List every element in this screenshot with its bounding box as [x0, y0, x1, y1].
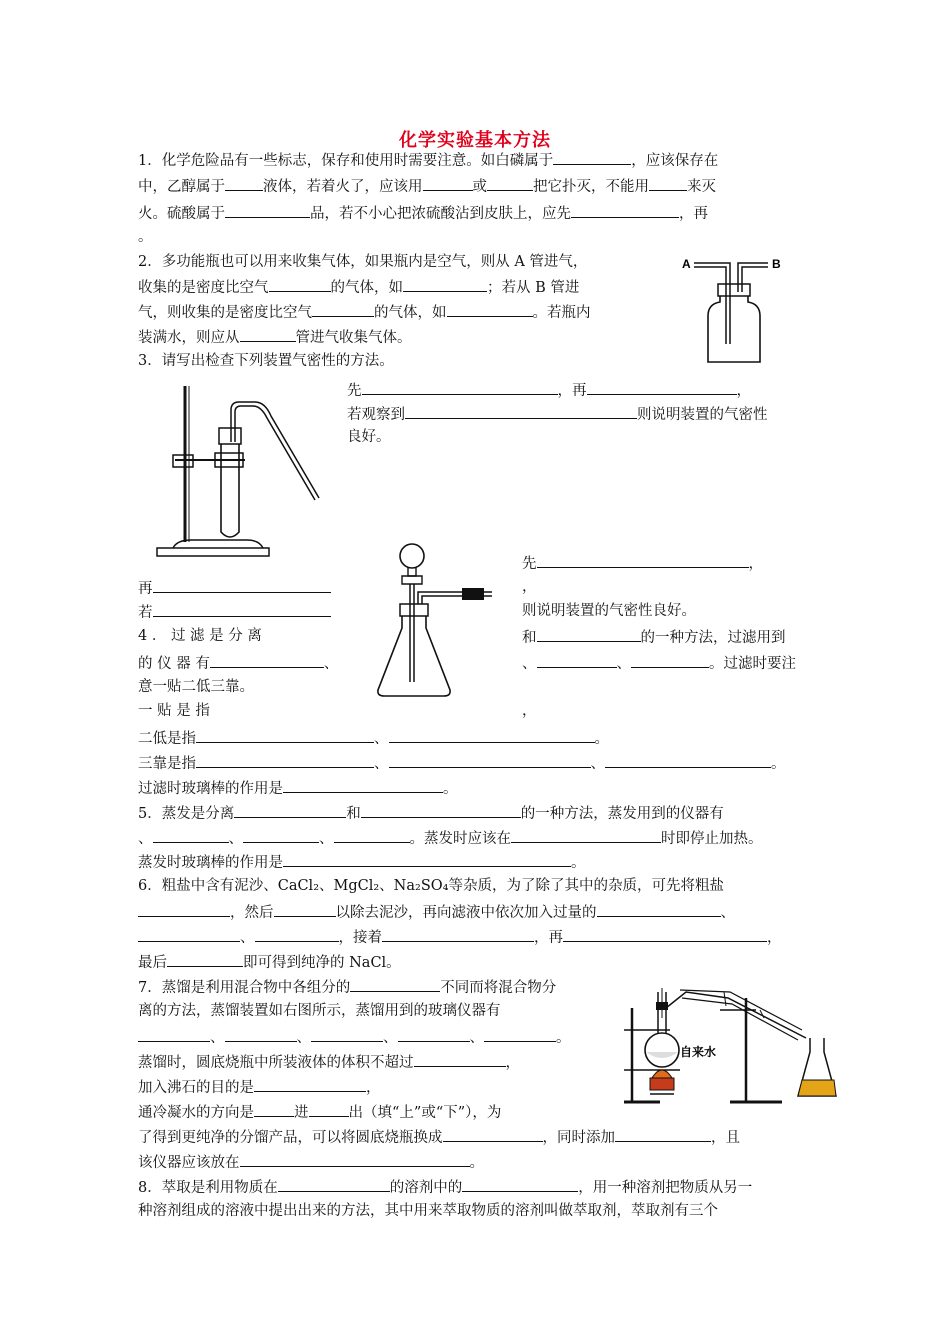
- label-b: B: [772, 257, 781, 271]
- q7-blank-water-out[interactable]: [309, 1102, 349, 1117]
- q6-line-2: ，然后 以除去泥沙，再向滤液中依次加入过量的 、: [138, 902, 735, 922]
- q3a-blank-observe[interactable]: [405, 404, 637, 419]
- q7-line-7: 了得到更纯净的分馏产品，可以将圆底烧瓶换成 ，同时添加 ，且: [138, 1127, 740, 1147]
- q1-line-4: 。: [138, 229, 153, 245]
- q4-blank-instrument-1[interactable]: [210, 653, 324, 668]
- q1-blank-extinguish-2[interactable]: [487, 176, 533, 191]
- q6-line-4: 最后 即可得到纯净的 NaCl。: [138, 952, 401, 972]
- q4-line-6: 三靠是指 、 、 。: [138, 753, 786, 773]
- q4-line-7: 过滤时玻璃棒的作用是 。: [138, 778, 458, 798]
- q7-line-4: 蒸馏时，圆底烧瓶中所装液体的体积不超过 ，: [138, 1052, 520, 1072]
- q6-blank-reagent-3[interactable]: [255, 927, 339, 942]
- q7-blank-position[interactable]: [240, 1152, 470, 1167]
- gas-bottle-figure: [680, 252, 800, 370]
- q8-line-2: 种溶剂组成的溶液中提出出来的方法，其中用来萃取物质的溶剂叫做萃取剂，萃取剂有三个: [138, 1203, 718, 1219]
- q4-line-5: 二低是指 、 。: [138, 728, 609, 748]
- q4-blank-lean-3[interactable]: [605, 753, 771, 768]
- q3a-line-2: 若观察到 则说明装置的气密性: [347, 404, 768, 424]
- q3b-line-3-end: 则说明装置的气密性良好。: [522, 603, 696, 619]
- q4-line-1a: 4 ． 过 滤 是 分 离: [138, 628, 262, 644]
- q4-line-2a: 的 仪 器 有 、: [138, 653, 338, 673]
- q2-blank-density-2[interactable]: [312, 302, 374, 317]
- q6-line-1: 6．粗盐中含有泥沙、CaCl₂、MgCl₂、Na₂SO₄等杂质，为了除了其中的杂质，可先将粗盐: [138, 878, 724, 894]
- q7-line-3: 、 、 、 、 。: [138, 1027, 571, 1047]
- q3-line-1: 3．请写出检查下列装置气密性的方法。: [138, 353, 394, 369]
- q3a-line-3: 良好。: [347, 429, 391, 445]
- q5-blank-stop[interactable]: [511, 828, 661, 843]
- q5-line-1: 5．蒸发是分离 和 的一种方法，蒸发用到的仪器有: [138, 803, 724, 823]
- q3b-line-1: 先 ，: [522, 553, 763, 573]
- q1-blank-sulfuric[interactable]: [225, 203, 310, 218]
- q1-blank-not-use[interactable]: [649, 176, 687, 191]
- q1-line-1: 1．化学危险品有一些标志，保存和使用时需要注意。如白磷属于 ，应该保存在: [138, 150, 718, 170]
- q3a-blank-first[interactable]: [362, 380, 558, 395]
- label-a: A: [682, 257, 691, 271]
- q4-blank-low-2[interactable]: [389, 728, 595, 743]
- q4-blank-instrument-3[interactable]: [631, 653, 709, 668]
- q2-line-3: 气，则收集的是密度比空气 的气体，如 。若瓶内: [138, 302, 591, 322]
- q6-blank-reagent-1[interactable]: [597, 902, 721, 917]
- q4-line-3: 意一贴二低三靠。: [138, 679, 254, 695]
- q1-blank-first[interactable]: [571, 203, 679, 218]
- q5-line-2: 、 、 、 。蒸发时应该在 时即停止加热。: [138, 828, 763, 848]
- q6-blank-filter[interactable]: [274, 902, 336, 917]
- page-title: 化学实验基本方法: [399, 130, 551, 151]
- q6-blank-again[interactable]: [563, 927, 767, 942]
- q3b-line-2: 再: [138, 578, 331, 598]
- q7-blank-replace-flask[interactable]: [443, 1127, 543, 1142]
- q3b-blank-then[interactable]: [153, 578, 331, 593]
- q3b-line-3: 若: [138, 602, 331, 622]
- q7-line-6: 通冷凝水的方向是 进 出（填“上”或“下”），为: [138, 1102, 501, 1122]
- q5-blank-rod[interactable]: [283, 852, 571, 867]
- q7-line-5: 加入沸石的目的是 ，: [138, 1077, 381, 1097]
- q7-blank-glass-5[interactable]: [484, 1027, 556, 1042]
- distillation-figure: [620, 978, 840, 1110]
- q1-blank-ethanol[interactable]: [225, 176, 263, 191]
- q4-blank-lean-1[interactable]: [196, 753, 374, 768]
- q6-blank-dissolve[interactable]: [138, 902, 230, 917]
- q5-blank-separate-1[interactable]: [234, 803, 346, 818]
- q3a-blank-then[interactable]: [587, 380, 737, 395]
- q7-line-2: 离的方法，蒸馏装置如右图所示，蒸馏用到的玻璃仪器有: [138, 1003, 501, 1019]
- q2-blank-tube[interactable]: [240, 327, 296, 342]
- q2-line-4: 装满水，则应从 管进气收集气体。: [138, 327, 412, 347]
- q7-line-8: 该仪器应该放在 。: [138, 1152, 484, 1172]
- q2-blank-density-1[interactable]: [269, 277, 331, 292]
- q7-blank-glass-3[interactable]: [311, 1027, 383, 1042]
- q4-line-1b: 和 的一种方法，过滤用到: [522, 627, 786, 647]
- q3b-blank-if[interactable]: [153, 602, 331, 617]
- q2-blank-example-2[interactable]: [447, 302, 533, 317]
- q6-blank-next[interactable]: [382, 927, 534, 942]
- q5-blank-inst-2[interactable]: [243, 828, 319, 843]
- q4-blank-separate[interactable]: [537, 627, 641, 642]
- q6-blank-reagent-2[interactable]: [138, 927, 240, 942]
- q4-line-4a: 一 贴 是 指: [138, 703, 210, 719]
- q5-line-3: 蒸发时玻璃棒的作用是 。: [138, 852, 586, 872]
- q7-blank-glass-1[interactable]: [138, 1027, 210, 1042]
- q2-line-1: 2．多功能瓶也可以用来收集气体，如果瓶内是空气，则从 A 管进气，: [138, 254, 588, 270]
- q5-blank-inst-3[interactable]: [334, 828, 410, 843]
- q2-blank-example-1[interactable]: [403, 277, 487, 292]
- q7-blank-glass-4[interactable]: [398, 1027, 470, 1042]
- tap-water-label: 自来水: [680, 1045, 717, 1059]
- q3b-blank-first[interactable]: [537, 553, 749, 568]
- flask-funnel-figure: [372, 540, 496, 700]
- q7-blank-volume[interactable]: [414, 1052, 506, 1067]
- q4-blank-rod[interactable]: [283, 778, 443, 793]
- q8-blank-solvent[interactable]: [278, 1177, 390, 1192]
- q7-blank-boiling-stone[interactable]: [254, 1077, 366, 1092]
- q4-line-4b: ，: [522, 703, 537, 719]
- q6-blank-finally[interactable]: [167, 952, 243, 967]
- q5-blank-inst-1[interactable]: [153, 828, 229, 843]
- test-tube-stand-figure: [155, 380, 335, 560]
- q1-line-3: 火。硫酸属于 品，若不小心把浓硫酸沾到皮肤上，应先 ，再: [138, 203, 708, 223]
- q3a-line-1: 先 ，再 ，: [347, 380, 751, 400]
- q8-blank-solubility[interactable]: [462, 1177, 578, 1192]
- q7-blank-property[interactable]: [350, 977, 440, 992]
- q2-line-2: 收集的是密度比空气 的气体，如 ；若从 B 管进: [138, 277, 579, 297]
- q8-line-1: 8．萃取是利用物质在 的溶剂中的 ，用一种溶剂把物质从另一: [138, 1177, 752, 1197]
- q1-blank-white-phosphorus[interactable]: [553, 150, 631, 165]
- q4-line-2b: 、 、 。过滤时要注: [522, 653, 796, 673]
- q1-blank-extinguish-1[interactable]: [423, 176, 473, 191]
- q4-blank-low-1[interactable]: [196, 728, 374, 743]
- q7-blank-glass-2[interactable]: [225, 1027, 297, 1042]
- q4-blank-instrument-2[interactable]: [537, 653, 617, 668]
- q6-line-3: 、 ，接着 ，再 ，: [138, 927, 782, 947]
- q5-blank-separate-2[interactable]: [361, 803, 521, 818]
- q7-line-1: 7．蒸馏是利用混合物中各组分的 不同而将混合物分: [138, 977, 556, 997]
- q7-blank-water-in[interactable]: [254, 1102, 294, 1117]
- q1-line-2: 中，乙醇属于 液体，若着火了，应该用 或 把它扑灭，不能用 来灭: [138, 176, 716, 196]
- q4-blank-lean-2[interactable]: [389, 753, 591, 768]
- q7-blank-add[interactable]: [615, 1127, 711, 1142]
- q3b-line-2-comma: ，: [522, 579, 537, 595]
